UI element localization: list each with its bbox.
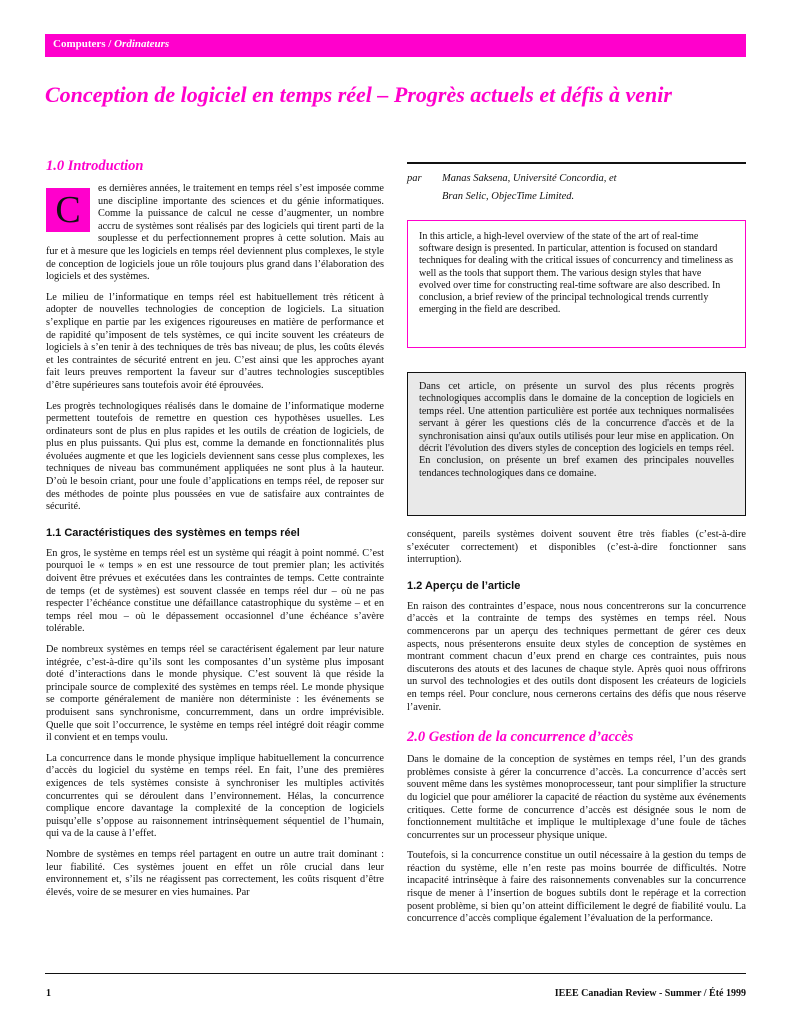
page-number: 1 — [46, 988, 51, 999]
intro-paragraph-1 — [46, 183, 384, 284]
byline-par: par — [407, 173, 422, 184]
drop-cap: C — [46, 188, 90, 232]
footer-rule — [45, 973, 746, 974]
byline-authors-2: Bran Selic, ObjecTime Limited. — [442, 191, 575, 202]
intro-paragraph-1-text: es dernières années, le traitement en temps réel s’est imposée comme une discipline importante des sciences et du génie informatiques. Comme la puissance de calcul ne cesse d’augmenter, un nombre accru de systèmes sont réalisés par des logiciels qui tirent parti de la souplesse et du perfectionnement propres à cette solution. Mais au fur et à mesure que les logiciels en temps réel deviennent plus complexes, le style de conception de logiciels joue un rôle toujours plus grand dans l’élaboration des logiciels et des systèmes. — [46, 183, 384, 283]
s11-paragraph-4: Nombre de systèmes en temps réel partagent en outre un autre trait dominant : leur fiabilité. Ces systèmes jouent en effet un rôle crucial dans leur environnement et, s’ils ne réagissent pas correctement, les coûts risquent d’être élevés, voire de se mesurer en vies humaines. Par — [46, 848, 384, 898]
section-label — [53, 38, 169, 50]
abstract-english-text: In this article, a high-level overview of the state of the art of real-time software design is presented. In particular, attention is focused on standard techniques for dealing with the critical issues of concurrency and timeliness as well as the tools that support them. The various design styles that have evolved over time for constructing real-time software are also described. In conclusion, a brief review of the principal technological trends currently emerging in the field are described. — [419, 231, 734, 316]
intro-paragraph-3: Les progrès technologiques réalisés dans le domaine de l’informatique moderne permettent toutefois de remettre en question ces hypothèses usuelles. Les ordinateurs sont de plus en plus rapides et les outils de création de logiciels, de plus en plus puissants. Qui plus est, comme la demande en fonctionnalités plus évoluées augmente et que les logiciels deviennent sans cesse plus complexes, les techniques de niveau bas communément appliquées ne sont plus à la hauteur. D’où le besoin criant, pour une foule d’applications en temps réel, de reposer sur des méthodes de pointe plus poussées en vue de satisfaire aux contraintes de sécurité. — [46, 400, 384, 513]
intro-paragraph-2: Le milieu de l’informatique en temps réel est habituellement très réticent à adopter de nouvelles technologies de conception de logiciels. La situation s’explique en partie par les exigences rigoureuses en matière de performance et de rapidité qu’imposent de tels systèmes, ce qui incite souvent les créateurs de logiciels à s’en tenir à des techniques de très bas niveau; de plus, les coûts élevés et les contraintes de sécurité entrent en jeu. C’est ainsi que les approches ayant fait leurs preuves remportent la faveur sur d’autres technologies susceptibles d’être supérieures sans toutefois avoir été éprouvées. — [46, 291, 384, 391]
heading-2-0: 2.0 Gestion de la concurrence d’accès — [407, 729, 634, 746]
article-title: Conception de logiciel en temps réel – Progrès actuels et défis à venir — [45, 82, 672, 107]
journal-footer: IEEE Canadian Review - Summer / Été 1999 — [554, 988, 746, 999]
left-column — [46, 158, 384, 899]
s20-paragraph-2: Toutefois, si la concurrence constitue un outil nécessaire à la gestion du temps de réaction du système, elle n’en reste pas moins bourrée de difficultés. Notre incapacité intrinsèque à faire des raisonnements convenables sur la concurrence risque de mener à l’insertion de bogues subtils dont le repérage et la correction posent problème, si bien qu’on atteint difficilement le degré de fiabilité voulu. La concurrence d’accès complique également l’évaluation de la performance. — [407, 850, 746, 925]
abstract-french — [407, 372, 746, 516]
heading-introduction: 1.0 Introduction — [46, 158, 144, 174]
byline — [407, 170, 746, 206]
section-label-fr: Ordinateurs — [114, 38, 170, 50]
right-column — [407, 529, 746, 926]
s11-paragraph-3: La concurrence dans le monde physique implique habituellement la concurrence d’accès du logiciel du système en temps réel. En fait, l’une des premières exigences de tels systèmes consiste à synchroniser les multiples activités concurrentes qui se déroulent dans l’environnement. Hélas, la concurrence complique encore davantage la complexité de la conception de logiciels puisqu’elle s’oppose au raisonnement intrinsèquement séquentiel de l’humain, qui va de la cause à l’effet. — [46, 752, 384, 840]
s11-paragraph-1: En gros, le système en temps réel est un système qui réagit à point nommé. C’est pourquoi le « temps » en est une ressource de tout premier plan; les activités doivent être prévues et exécutées dans les contraintes de temps. Cette contrainte de temps (et de systèmes) est souvent classée en temps réel dur – où ne pas respecter l’échéance constitue une défaillance catastrophique du système – et en temps réel mou – où le dépassement occasionnel d’une échéance s’avère tolérable. — [46, 547, 384, 635]
heading-1-2: 1.2 Aperçu de l’article — [407, 579, 521, 592]
byline-rule — [407, 162, 746, 164]
s20-paragraph-1: Dans le domaine de la conception de systèmes en temps réel, l’un des grands problèmes consiste à gérer la concurrence d’accès. La concurrence d’accès sert souvent même dans les systèmes monoprocesseur, tant pour simplifier la structure du logiciel que pour améliorer la capacité de réaction du système aux événements critiques. Cette forme de concurrence d’accès est désignée sous le nom de fonctionnement multitâche et implique le multiplexage d’une foule de tâches concurrentes sur un processeur physique unique. — [407, 754, 746, 841]
abstract-french-text: Dans cet article, on présente un survol des plus récents progrès technologiques accomplis dans le domaine de la conception de logiciels en temps réel. Une attention particulière est portée aux techniques normalisées servant à gérer les questions clés de la concurrence d'accès et de la synchronisation ainsi qu'aux outils utilisés pour leur mise en application. On décrit l'évolution des divers styles de conception des logiciels en temps réel. En conclusion, on présente un bref examen des principales nouvelles tendances technologiques dans ce domaine. — [419, 381, 734, 479]
s11-paragraph-2: De nombreux systèmes en temps réel se caractérisent également par leur nature intégrée, c’est-à-dire qu’ils sont les composantes d’un système plus imposant doté d’interactions dans le monde physique. C’est souvent là que réside la principale source de complexité des systèmes en temps réel. Le monde physique se comporte généralement de manière non déterministe : les événements se produisent sans synchronisme, concurremment, dans un ordre imprévisible. Quelle que soit l’occurrence, le système en temps réel intégré doit réagir comme il convient et en temps voulu. — [46, 644, 384, 744]
abstract-english — [407, 220, 746, 348]
byline-authors-1: Manas Saksena, Université Concordia, et — [442, 173, 617, 184]
s12-paragraph-1: En raison des contraintes d’espace, nous nous concentrerons sur la concurrence d’accès et la contrainte de temps des systèmes en temps réel. Nous commencerons par un aperçu des techniques permettant de gérer ces deux aspects, nous présenterons ensuite deux styles de conception de systèmes en montrant comment chacun d’eux prend en charge ces contraintes, puis nous discuterons des atouts et des lacunes de chaque style. Après quoi nous offrirons un survol des technologies et des outils dont disposent les créateurs de logiciels en temps réel. Pour conclure, nous cernerons certains des défis que nous réserve l’avenir. — [407, 600, 746, 713]
heading-1-1: 1.1 Caractéristiques des systèmes en temps réel — [46, 526, 300, 539]
section-band — [45, 34, 746, 57]
section-label-en: Computers / — [53, 38, 112, 50]
s11-continuation: conséquent, pareils systèmes doivent souvent être très fiables (c’est-à-dire s’exécuter correctement) et disponibles (c’est-à-dire fonctionner sans interruption). — [407, 529, 746, 566]
